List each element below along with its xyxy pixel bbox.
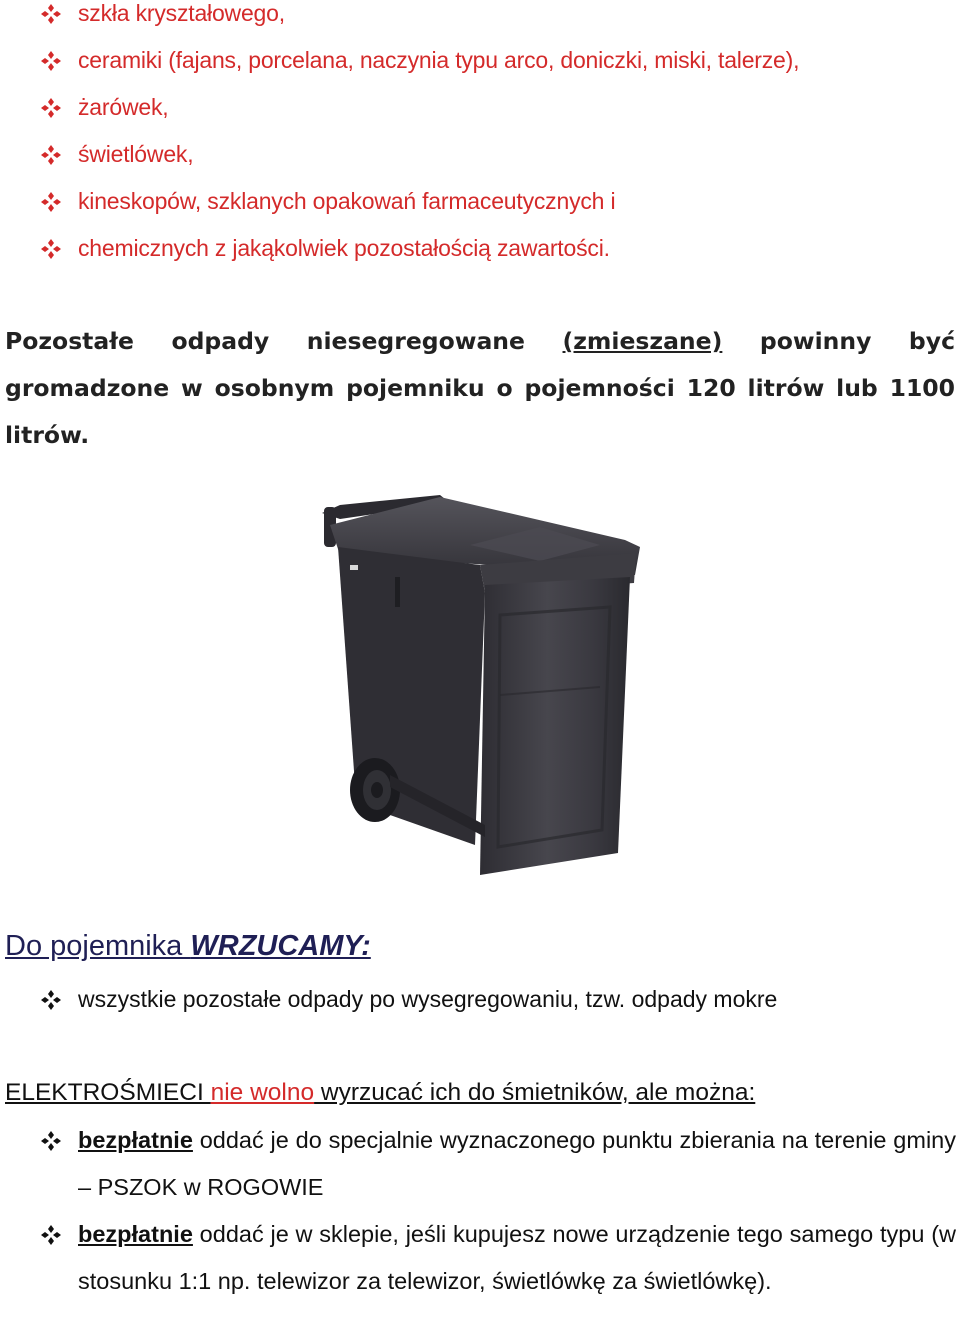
free-of-charge-label: bezpłatnie: [78, 1127, 193, 1153]
heading-strong: WRZUCAMY:: [190, 930, 371, 962]
list-item: [40, 0, 940, 47]
diamond-bullet-icon: [40, 1224, 62, 1246]
waste-bin-image: [300, 485, 660, 885]
free-of-charge-label: bezpłatnie: [78, 1221, 193, 1247]
electronic-waste-heading: [5, 1076, 755, 1110]
disposal-option-shop: [40, 1211, 956, 1305]
option-text: oddać je w sklepie, jeśli kupujesz nowe urządzenie tego samego typu (w stosunku 1:1 np. telewizor za telewizor, świetlówkę za świetlówkę).: [78, 1221, 956, 1294]
list-item-text: świetlówek,: [78, 141, 194, 167]
paragraph-text-start: Pozostałe odpady niesegregowane: [5, 327, 563, 355]
electronic-waste-text: wyrzucać ich do śmietników, ale można:: [314, 1079, 756, 1106]
paragraph-text-end: powinny być gromadzone w osobnym pojemniku o pojemności 120 litrów lub 1100 litrów.: [5, 327, 955, 449]
diamond-bullet-icon: [40, 191, 62, 213]
mixed-waste-paragraph: [5, 318, 955, 459]
list-item: [40, 235, 940, 282]
diamond-bullet-icon: [40, 989, 62, 1011]
allowed-items-list-item: [40, 986, 777, 1012]
list-item-text: szkła kryształowego,: [78, 0, 285, 26]
list-item-text: kineskopów, szklanych opakowań farmaceutycznych i: [78, 188, 616, 214]
underlined-term: (zmieszane): [562, 327, 723, 355]
list-item: [40, 188, 940, 235]
list-item: [40, 94, 940, 141]
list-item-text: wszystkie pozostałe odpady po wysegregowaniu, tzw. odpady mokre: [78, 986, 778, 1012]
disposal-option-pszok: [40, 1117, 956, 1211]
list-item-text: ceramiki (fajans, porcelana, naczynia typu arco, doniczki, miski, talerze),: [78, 47, 800, 73]
list-item-text: żarówek,: [78, 94, 169, 120]
prohibition-text: nie wolno: [210, 1079, 315, 1106]
diamond-bullet-icon: [40, 144, 62, 166]
list-item: [40, 47, 940, 94]
list-item-text: chemicznych z jakąkolwiek pozostałością zawartości.: [78, 235, 610, 261]
waste-bin-icon: [300, 485, 660, 885]
diamond-bullet-icon: [40, 238, 62, 260]
wrzucamy-heading: [5, 926, 371, 966]
diamond-bullet-icon: [40, 1130, 62, 1152]
list-item: [40, 141, 940, 188]
heading-prefix: Do pojemnika: [5, 930, 191, 962]
diamond-bullet-icon: [40, 3, 62, 25]
excluded-items-list: [40, 0, 940, 282]
option-text: oddać je do specjalnie wyznaczonego punktu zbierania na terenie gminy – PSZOK w ROGOWIE: [78, 1127, 956, 1200]
diamond-bullet-icon: [40, 50, 62, 72]
diamond-bullet-icon: [40, 97, 62, 119]
electronic-waste-label: ELEKTROŚMIECI: [5, 1079, 211, 1106]
